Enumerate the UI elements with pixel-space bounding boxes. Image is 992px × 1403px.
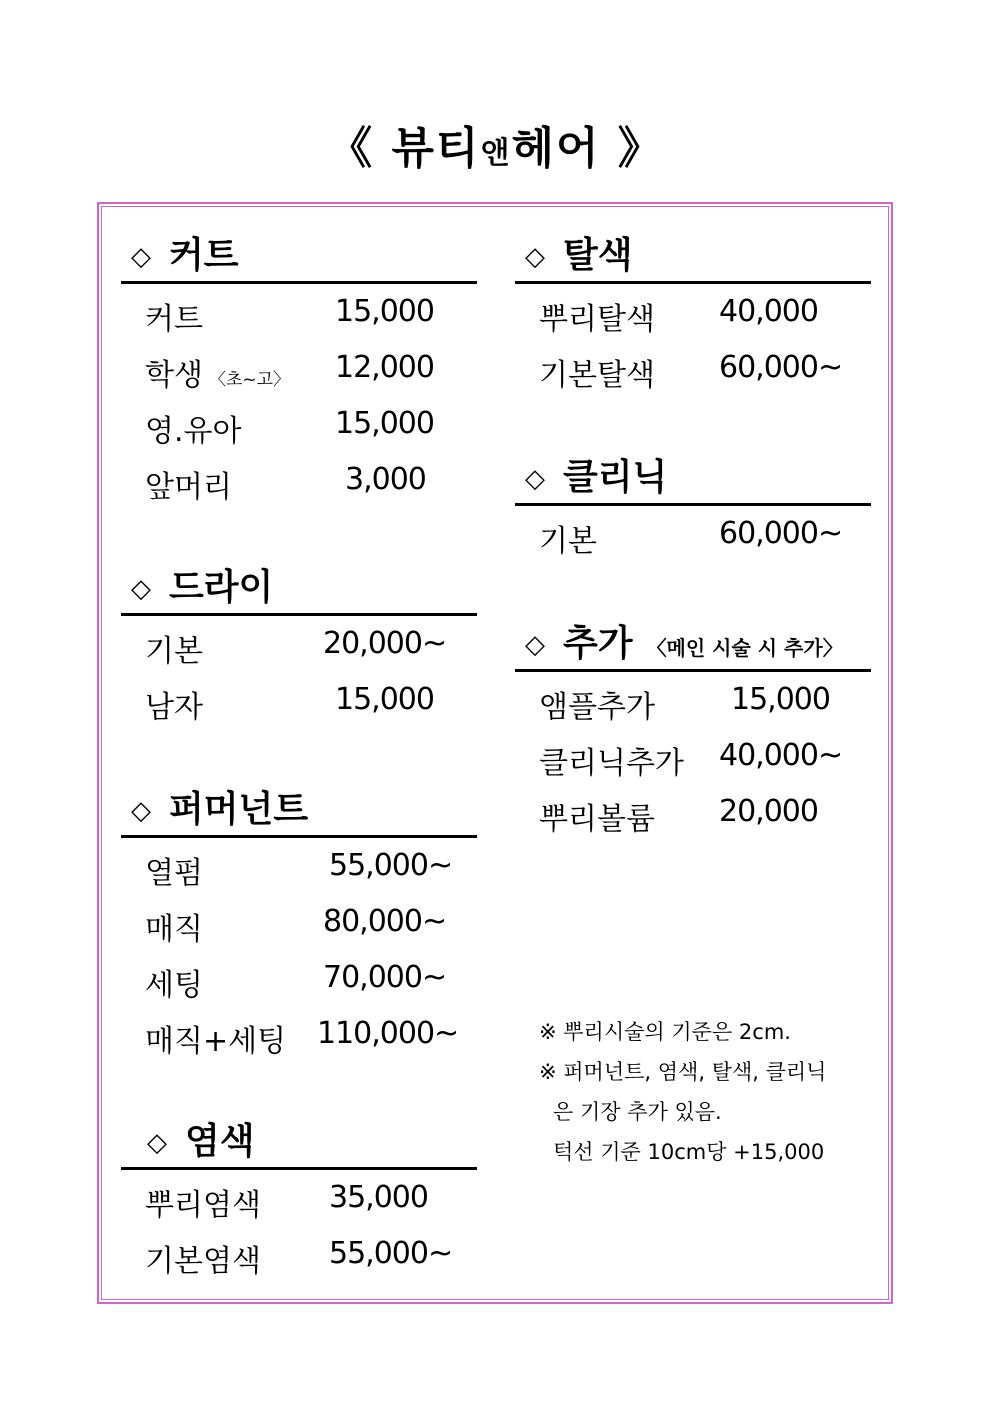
item-name: 기본탈색 xyxy=(539,358,655,393)
item-name: 기본염색 xyxy=(145,1244,261,1279)
diamond-icon: ◇ xyxy=(525,242,545,272)
item-name: 앞머리 xyxy=(145,470,232,505)
item-price: 55,000~ xyxy=(329,848,453,883)
section-title: 추가 xyxy=(563,623,633,664)
item-price: 15,000 xyxy=(731,682,830,717)
section-title: 커트 xyxy=(169,235,239,276)
section-header xyxy=(515,454,871,506)
menu-item xyxy=(515,506,871,562)
diamond-icon: ◇ xyxy=(131,574,151,604)
item-name: 뿌리염색 xyxy=(145,1188,261,1223)
item-price: 12,000 xyxy=(335,350,434,385)
menu-item xyxy=(515,672,871,728)
section-clinic xyxy=(515,454,871,562)
page-title: 《 뷰티앤헤어 》 xyxy=(328,123,664,174)
section-title: 탈색 xyxy=(563,235,633,276)
diamond-icon: ◇ xyxy=(131,796,151,826)
section-title: 클리닉 xyxy=(563,457,668,498)
notes xyxy=(539,1012,879,1172)
item-price: 20,000 xyxy=(719,794,818,829)
menu-item xyxy=(121,396,477,452)
section-header xyxy=(121,786,477,838)
item-price: 15,000 xyxy=(335,406,434,441)
menu-frame xyxy=(97,202,893,1304)
section-title: 퍼머넌트 xyxy=(169,789,309,830)
section-note: 〈메인 시술 시 추가〉 xyxy=(646,636,843,660)
item-name: 영.유아 xyxy=(145,414,242,449)
section-dry xyxy=(121,564,477,728)
item-name: 클리닉추가 xyxy=(539,746,684,781)
item-price: 3,000 xyxy=(345,462,426,497)
item-price: 80,000~ xyxy=(323,904,447,939)
section-perm xyxy=(121,786,477,1062)
note-line: 턱선 기준 10cm당 +15,000 xyxy=(553,1140,825,1164)
item-name: 뿌리볼륨 xyxy=(539,802,655,837)
diamond-icon: ◇ xyxy=(147,1128,167,1158)
menu-item xyxy=(515,784,871,840)
item-name: 매직+세팅 xyxy=(145,1024,287,1059)
menu-item xyxy=(515,340,871,396)
item-price: 40,000 xyxy=(719,294,818,329)
section-header xyxy=(515,232,871,284)
item-name: 커트 xyxy=(145,302,203,337)
item-price: 110,000~ xyxy=(317,1016,459,1051)
menu-item xyxy=(515,728,871,784)
item-name: 기본 xyxy=(145,634,203,669)
section-header xyxy=(515,620,871,672)
menu-item xyxy=(121,1006,477,1062)
section-extra xyxy=(515,620,871,840)
menu-item xyxy=(121,1226,477,1282)
item-name: 매직 xyxy=(145,912,203,947)
item-price: 55,000~ xyxy=(329,1236,453,1271)
section-dye xyxy=(121,1118,477,1282)
note-line: ※ 뿌리시술의 기준은 2cm. xyxy=(539,1020,791,1044)
item-price: 60,000~ xyxy=(719,516,843,551)
item-name: 앰플추가 xyxy=(539,690,655,725)
item-name: 기본 xyxy=(539,524,597,559)
menu-item xyxy=(121,284,477,340)
item-price: 70,000~ xyxy=(323,960,447,995)
section-header xyxy=(121,564,477,616)
menu-item xyxy=(121,340,477,396)
item-price: 15,000 xyxy=(335,294,434,329)
menu-item xyxy=(121,838,477,894)
item-name: 열펌 xyxy=(145,856,203,891)
menu-item xyxy=(121,1170,477,1226)
item-price: 20,000~ xyxy=(323,626,447,661)
item-price: 35,000 xyxy=(329,1180,428,1215)
item-price: 15,000 xyxy=(335,682,434,717)
section-cut xyxy=(121,232,477,508)
section-title: 드라이 xyxy=(169,567,274,608)
section-header xyxy=(121,232,477,284)
menu-item xyxy=(121,894,477,950)
item-name: 세팅 xyxy=(145,968,203,1003)
menu-item xyxy=(121,616,477,672)
note-line: 은 기장 추가 있음. xyxy=(553,1100,722,1124)
item-note: 〈초~고〉 xyxy=(208,370,291,390)
section-title: 염색 xyxy=(185,1121,255,1162)
item-name: 학생 xyxy=(145,358,203,393)
menu-item xyxy=(121,452,477,508)
diamond-icon: ◇ xyxy=(525,464,545,494)
section-header xyxy=(121,1118,477,1170)
item-price: 60,000~ xyxy=(719,350,843,385)
menu-item xyxy=(121,950,477,1006)
note-line: ※ 퍼머넌트, 염색, 탈색, 클리닉 xyxy=(539,1060,827,1084)
diamond-icon: ◇ xyxy=(131,242,151,272)
item-name: 뿌리탈색 xyxy=(539,302,655,337)
section-bleach xyxy=(515,232,871,396)
menu-item xyxy=(121,672,477,728)
item-price: 40,000~ xyxy=(719,738,843,773)
item-name: 남자 xyxy=(145,690,203,725)
menu-item xyxy=(515,284,871,340)
diamond-icon: ◇ xyxy=(525,630,545,660)
